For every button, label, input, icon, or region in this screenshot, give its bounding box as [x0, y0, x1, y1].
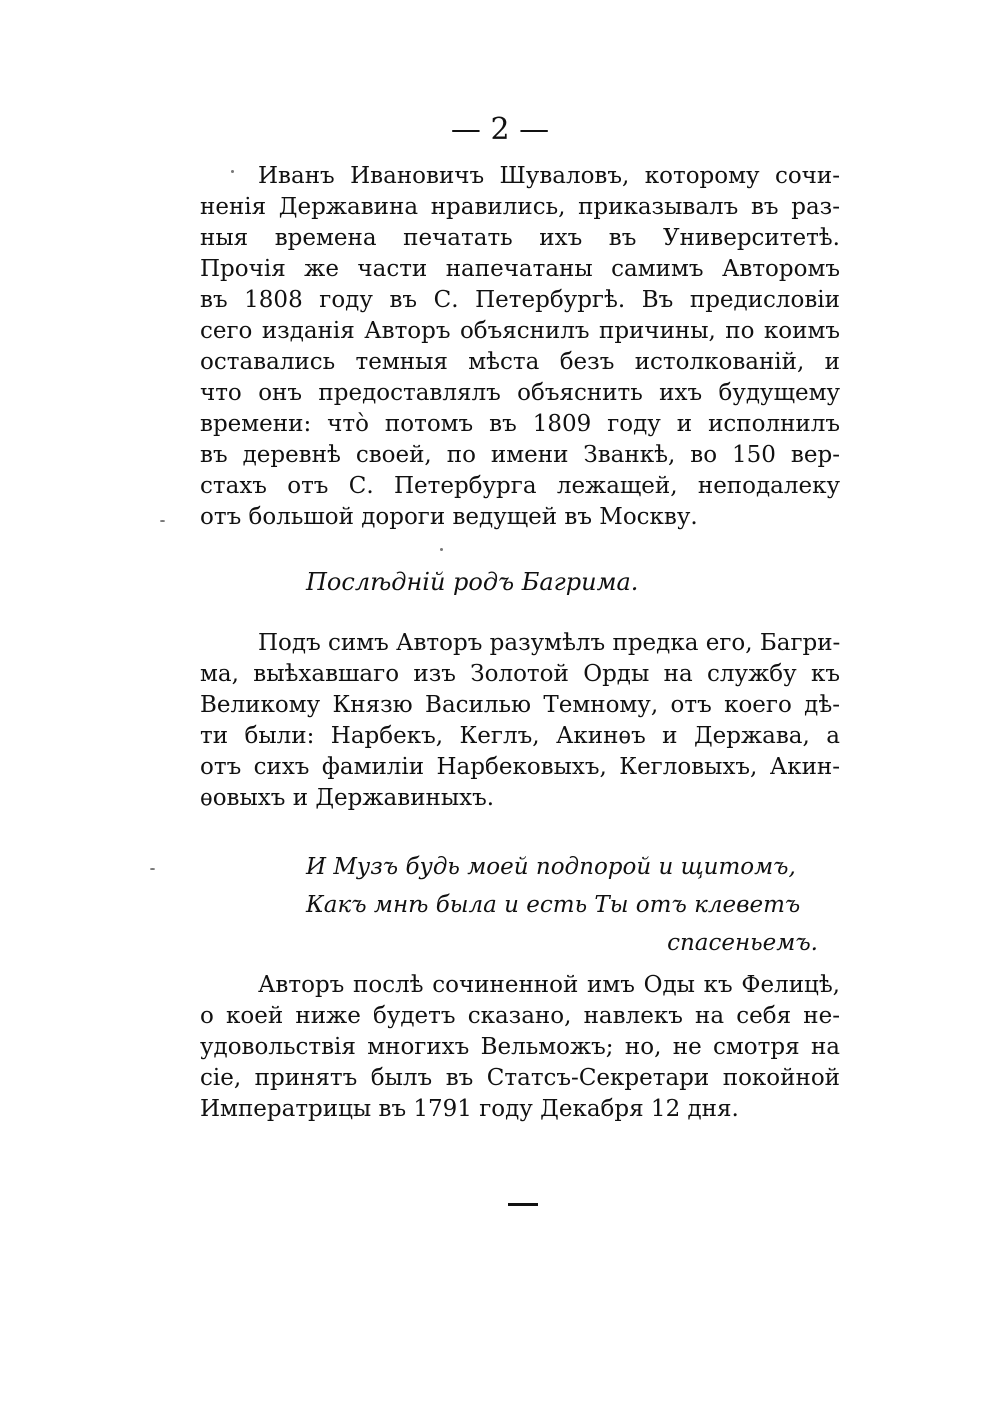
- text-line: удовольствія многихъ Вельможъ; но, не смотря на: [200, 1034, 840, 1060]
- text-line: Подъ симъ Авторъ разумѣлъ предка его, Багри-: [258, 630, 841, 656]
- text-line: отъ сихъ фамиліи Нарбековыхъ, Кегловыхъ, Акин-: [200, 754, 840, 780]
- text-line: ненія Державина нравились, приказывалъ въ раз-: [200, 194, 840, 220]
- scan-speck: [231, 170, 234, 173]
- paragraph-1: [200, 161, 840, 533]
- text-line: ѳовыхъ и Державиныхъ.: [200, 785, 495, 811]
- scan-speck: [150, 868, 155, 870]
- text-line: въ деревнѣ своей, по имени Званкѣ, во 150 вер-: [200, 442, 840, 468]
- text-line: Авторъ послѣ сочиненной имъ Оды къ Фелицѣ,: [258, 972, 840, 998]
- text-line: Великому Князю Василью Темному, отъ коего дѣ-: [200, 692, 840, 718]
- verse-line: Какъ мнѣ была и есть Ты отъ клеветъ: [306, 892, 801, 918]
- text-line: оставались темныя мѣста безъ истолкованій, и: [200, 349, 840, 375]
- text-line: стахъ отъ С. Петербурга лежащей, неподалеку: [200, 473, 840, 499]
- end-rule: [508, 1203, 538, 1206]
- text-line: ныя времена печатать ихъ въ Университетѣ.: [200, 225, 840, 251]
- verse-line: спасеньемъ.: [667, 930, 818, 956]
- text-line: о коей ниже будетъ сказано, навлекъ на себя не-: [200, 1003, 840, 1029]
- text-line: сіе, принятъ былъ въ Статсъ-Секретари покойной: [200, 1065, 840, 1091]
- text-line: времени: что̀ потомъ въ 1809 году и исполнилъ: [200, 411, 840, 437]
- text-line: сего изданія Авторъ объяснилъ причины, по коимъ: [200, 318, 840, 344]
- text-line: отъ большой дороги ведущей въ Москву.: [200, 504, 698, 530]
- scan-speck: [160, 520, 165, 522]
- text-line: ма, выѣхавшаго изъ Золотой Орды на службу къ: [200, 661, 840, 687]
- text-line: что онъ предоставлялъ объяснить ихъ будущему: [200, 380, 840, 406]
- text-line: Иванъ Ивановичъ Шуваловъ, которому сочи-: [258, 163, 840, 189]
- scan-speck: [440, 548, 443, 551]
- paragraph-3: [200, 970, 840, 1125]
- verse-quote: [306, 848, 818, 962]
- text-line: въ 1808 году въ С. Петербургѣ. Въ предисловіи: [200, 287, 840, 313]
- text-line: Прочія же части напечатаны самимъ Авторомъ: [200, 256, 840, 282]
- section-heading: Послѣдній родъ Багрима.: [306, 568, 639, 596]
- verse-line: И Музъ будь моей подпорой и щитомъ,: [306, 854, 796, 880]
- text-line: ти были: Нарбекъ, Кеглъ, Акинѳъ и Держава, а: [200, 723, 840, 749]
- text-line: Императрицы въ 1791 году Декабря 12 дня.: [200, 1096, 739, 1122]
- paragraph-2: [200, 628, 840, 814]
- page-number: — 2 —: [450, 112, 550, 147]
